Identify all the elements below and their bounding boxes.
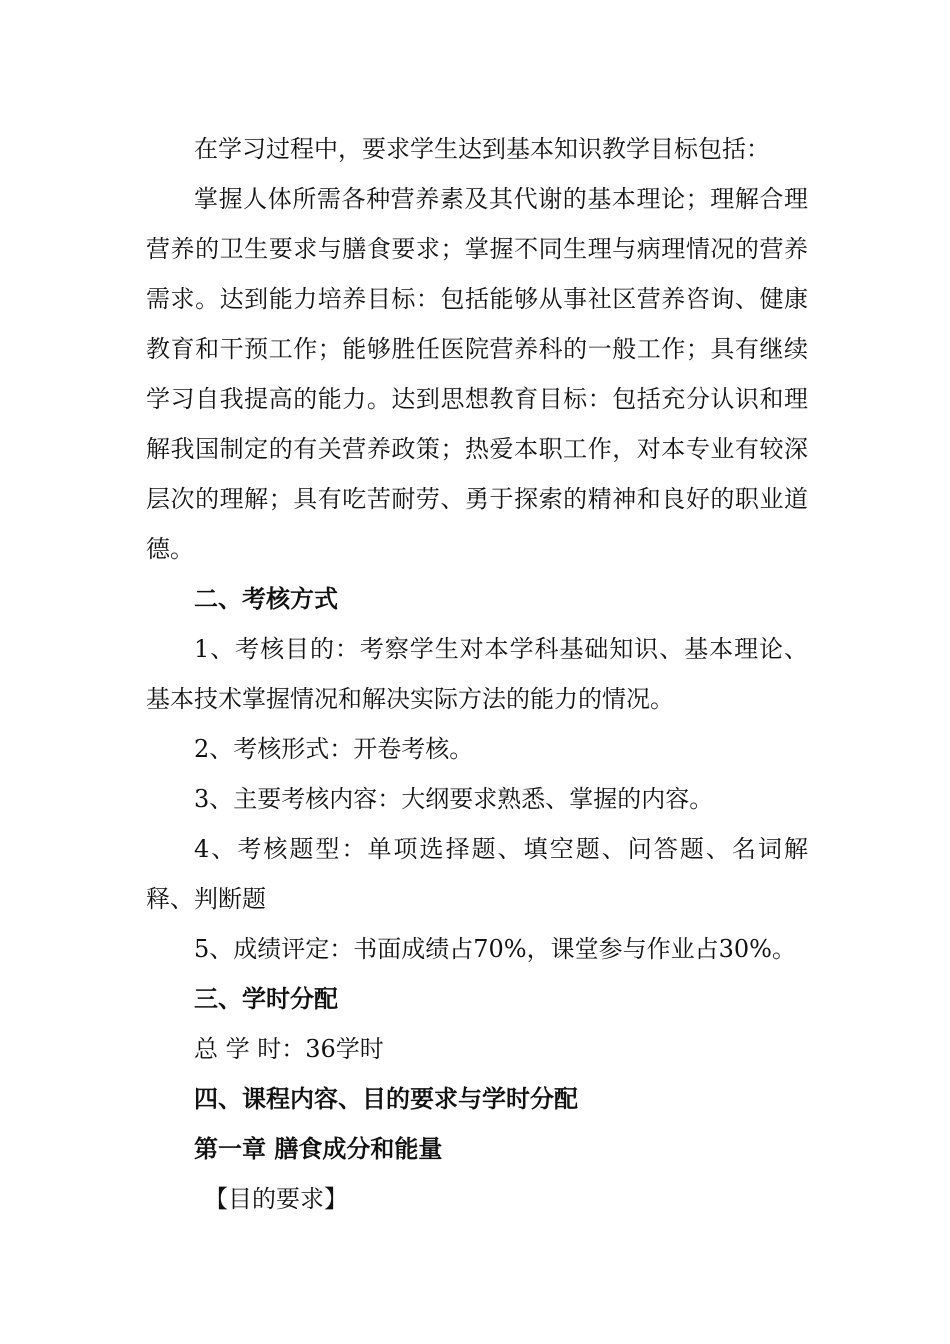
- assessment-purpose: 1、考核目的：考察学生对本学科基础知识、基本理论、基本技术掌握情况和解决实际方法的能力的情况。: [146, 635, 808, 713]
- chapter-heading: 第一章 膳食成分和能量: [194, 1134, 443, 1163]
- assessment-content: 3、主要考核内容：大纲要求熟悉、掌握的内容。: [194, 785, 714, 813]
- section-heading-course-content: 四、课程内容、目的要求与学时分配: [194, 1084, 578, 1113]
- document-body: [146, 124, 808, 1224]
- section-heading-hours: 三、学时分配: [194, 984, 338, 1013]
- section-heading-assessment: 二、考核方式: [194, 584, 338, 613]
- objectives-paragraph: 掌握人体所需各种营养素及其代谢的基本理论；理解合理营养的卫生要求与膳食要求；掌握不同生理与病理情况的营养需求。达到能力培养目标：包括能够从事社区营养咨询、健康教育和干预工作；能够胜任医院营养科的一般工作；具有继续学习自我提高的能力。达到思想教育目标：包括充分认识和理解我国制定的有关营养政策；热爱本职工作，对本专业有较深层次的理解；具有吃苦耐劳、勇于探索的精神和良好的职业道德。: [146, 185, 808, 563]
- assessment-format: 2、考核形式：开卷考核。: [194, 735, 474, 763]
- intro-paragraph: 在学习过程中，要求学生达到基本知识教学目标包括：: [194, 135, 770, 163]
- objectives-label: 【目的要求】: [204, 1185, 348, 1213]
- grading-policy: 5、成绩评定：书面成绩占70%，课堂参与作业占30%。: [194, 935, 796, 963]
- total-hours: 总 学 时：36学时: [194, 1035, 384, 1063]
- assessment-question-types: 4、考核题型：单项选择题、填空题、问答题、名词解释、判断题: [146, 835, 808, 913]
